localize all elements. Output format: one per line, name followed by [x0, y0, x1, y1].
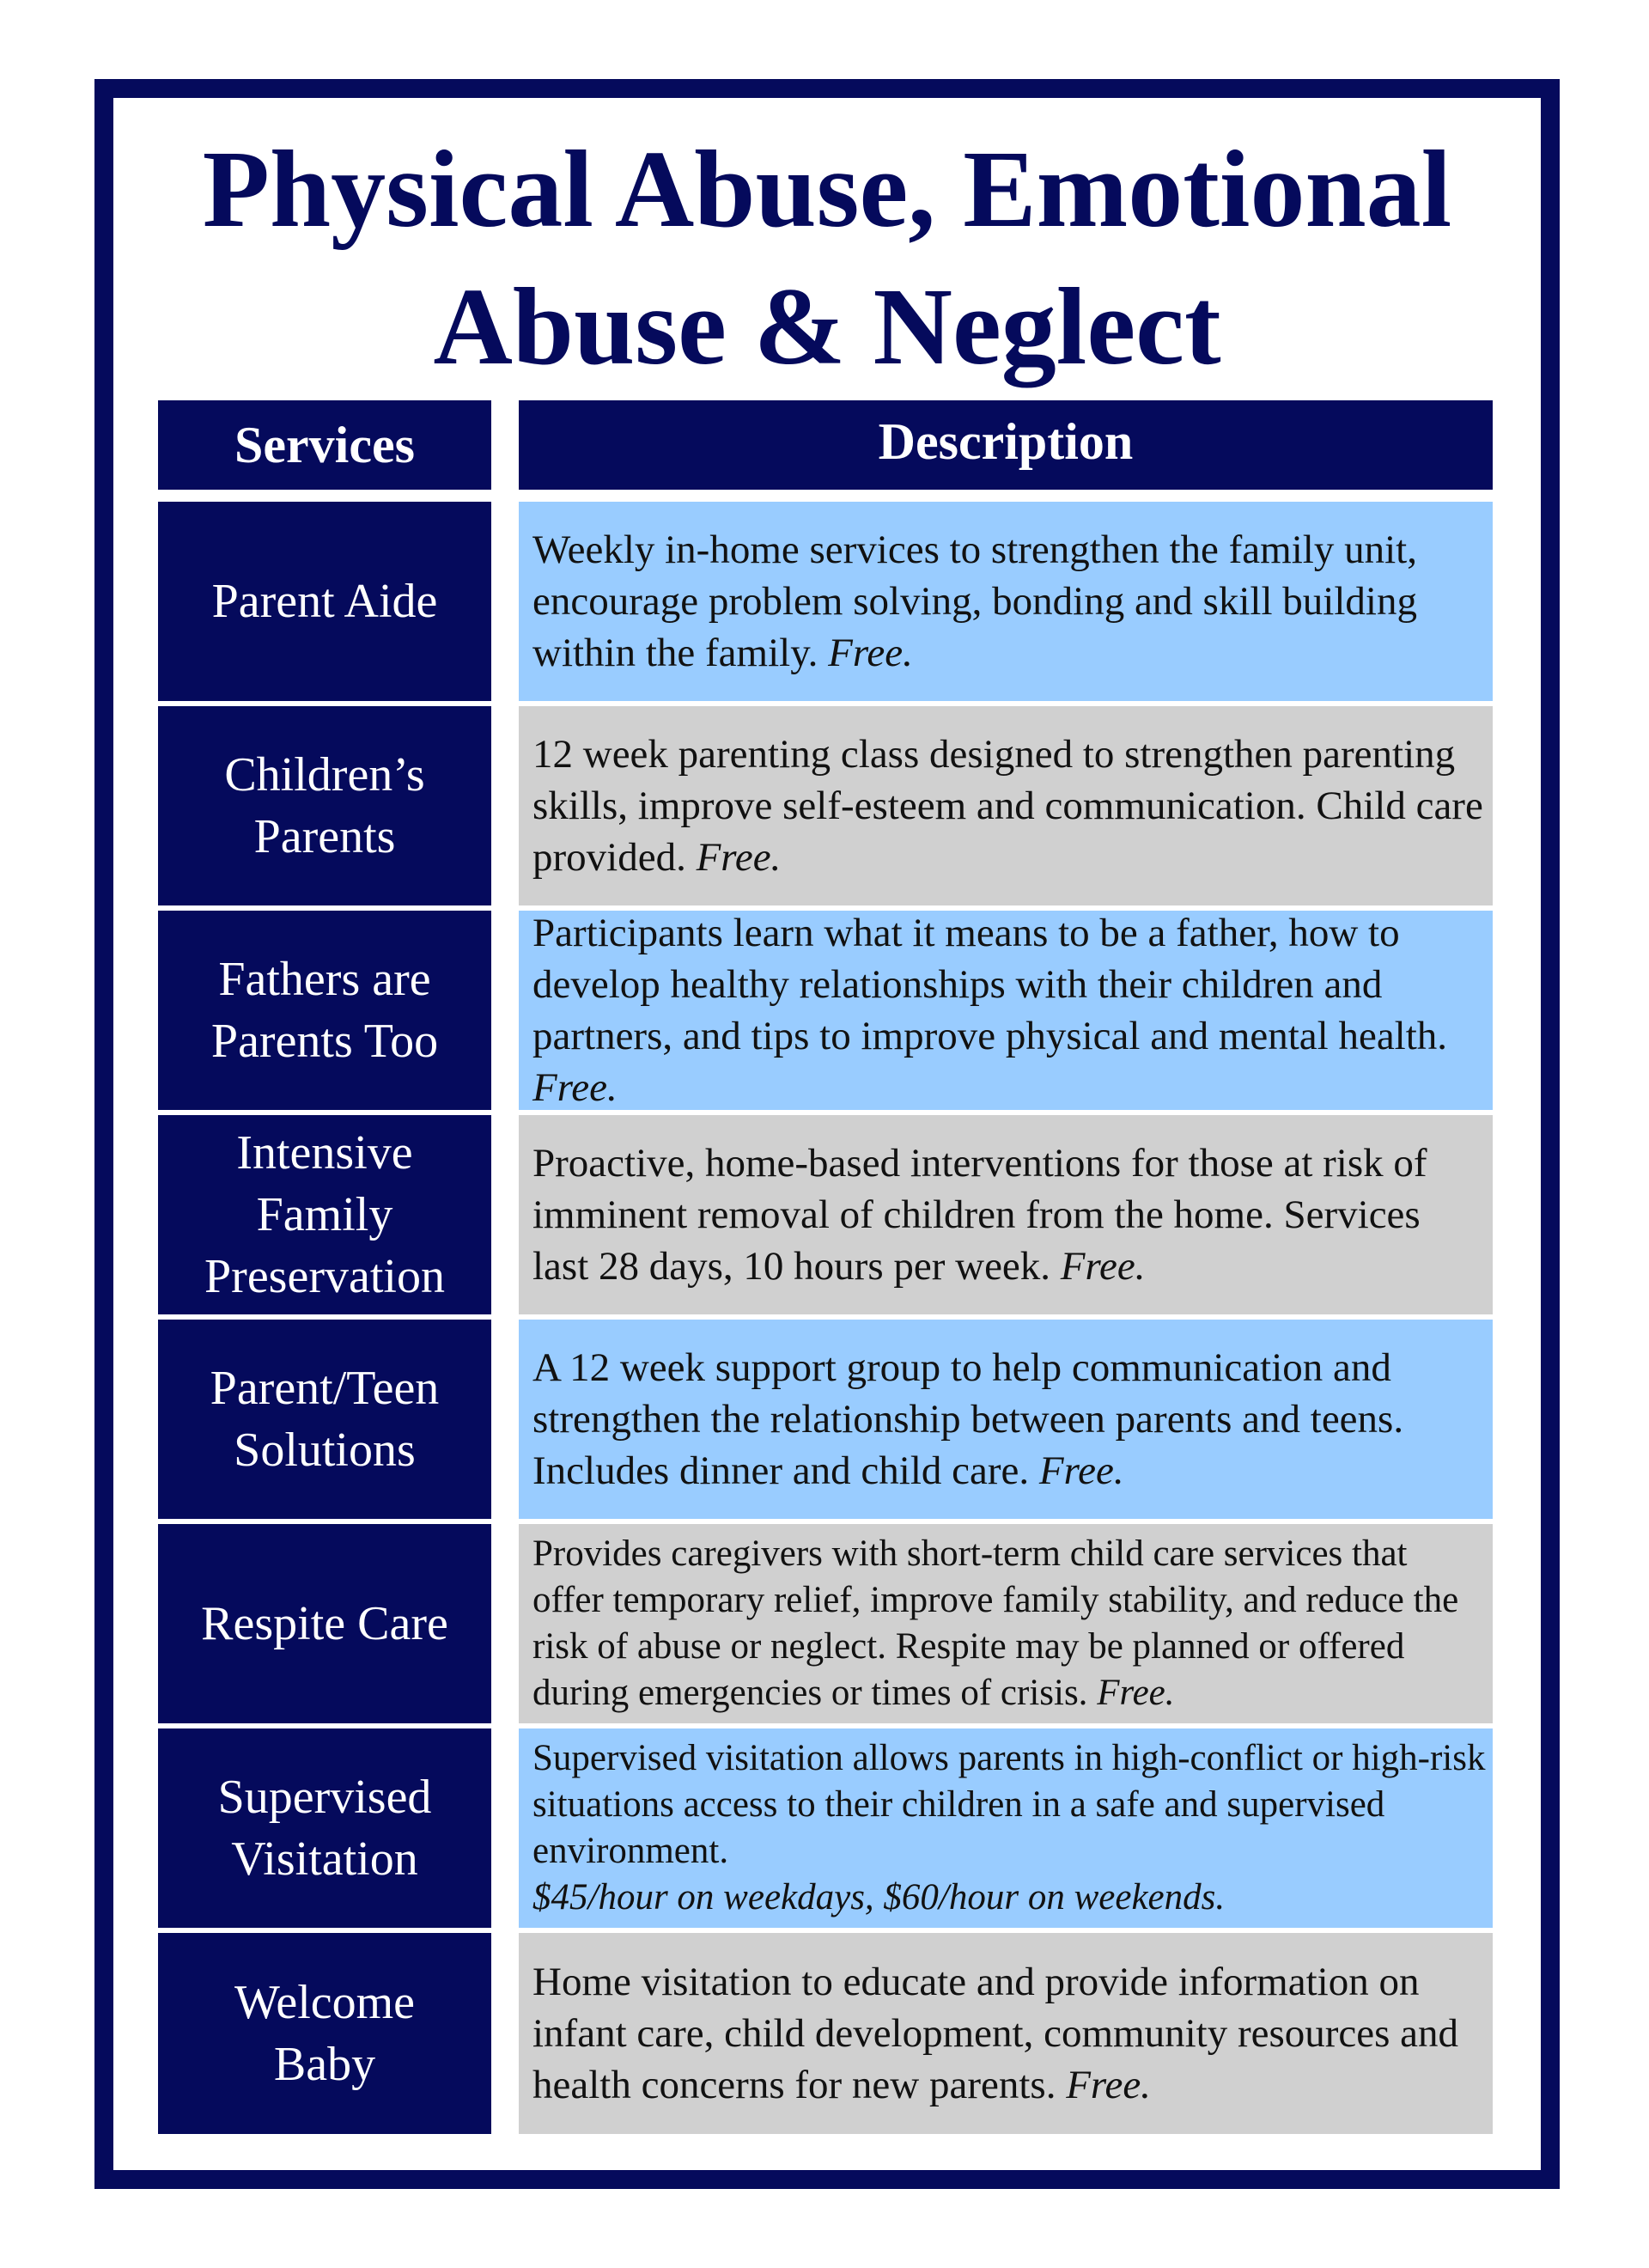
- title-line-2: Abuse & Neglect: [433, 265, 1221, 387]
- description-text: Proactive, home-based interventions for those at risk of imminent removal of children from the home. Services last 28 days, 10 hours per week.: [532, 1141, 1427, 1289]
- cost-text: Free.: [1038, 1448, 1124, 1493]
- services-header: Services: [158, 400, 491, 490]
- service-cell-welcome-baby: Welcome Baby: [158, 1933, 491, 2134]
- description-text: Home visitation to educate and provide information on infant care, child development, community resources and health concerns for new parents.: [532, 1960, 1459, 2107]
- service-cell-parent-teen-solutions: Parent/Teen Solutions: [158, 1320, 491, 1519]
- service-cell-fathers-are-parents-too: Fathers are Parents Too: [158, 911, 491, 1110]
- description-cell-fathers-are-parents-too: [519, 911, 1493, 1110]
- cost-text: Free.: [828, 631, 913, 675]
- page-title: [113, 120, 1541, 395]
- service-cell-childrens-parents: Children’s Parents: [158, 706, 491, 905]
- service-cell-respite-care: Respite Care: [158, 1524, 491, 1723]
- cost-text: Free.: [1097, 1673, 1175, 1713]
- service-cell-parent-aide: Parent Aide: [158, 502, 491, 701]
- description-text: 12 week parenting class designed to strengthen parenting skills, improve self-esteem and communication. Child care provided.: [532, 732, 1483, 880]
- description-cell-intensive-family-preservation: [519, 1115, 1493, 1314]
- description-text: Participants learn what it means to be a father, how to develop healthy relationships with their children and partners, and tips to improve physical and mental health.: [532, 911, 1448, 1058]
- description-text: Supervised visitation allows parents in high-conflict or high-risk situations access to their children in a safe and supervised environment.: [532, 1738, 1486, 1871]
- description-text: A 12 week support group to help communication and strengthen the relationship between parents and teens. Includes dinner and child care.: [532, 1345, 1404, 1493]
- service-cell-supervised-visitation: Supervised Visitation: [158, 1728, 491, 1928]
- description-cell-welcome-baby: [519, 1933, 1493, 2134]
- cost-text: $45/hour on weekdays, $60/hour on weekends.: [532, 1877, 1226, 1917]
- title-line-1: Physical Abuse, Emotional: [202, 128, 1452, 250]
- description-cell-respite-care: [519, 1524, 1493, 1723]
- description-text: Provides caregivers with short-term child care services that offer temporary relief, improve family stability, and reduce the risk of abuse or neglect. Respite may be planned or offered during emergencies or times of crisis.: [532, 1533, 1459, 1713]
- description-cell-parent-teen-solutions: [519, 1320, 1493, 1519]
- service-cell-intensive-family-preservation: Intensive Family Preservation: [158, 1115, 491, 1314]
- cost-text: Free.: [1060, 1244, 1146, 1289]
- description-cell-childrens-parents: [519, 706, 1493, 905]
- cost-text: Free.: [696, 835, 782, 880]
- cost-text: Free.: [532, 1065, 618, 1110]
- description-header: Description: [519, 400, 1493, 490]
- description-cell-supervised-visitation: [519, 1728, 1493, 1928]
- description-text: Weekly in-home services to strengthen the family unit, encourage problem solving, bonding and skill building within the family.: [532, 527, 1417, 675]
- description-cell-parent-aide: [519, 502, 1493, 701]
- cost-text: Free.: [1066, 2063, 1151, 2107]
